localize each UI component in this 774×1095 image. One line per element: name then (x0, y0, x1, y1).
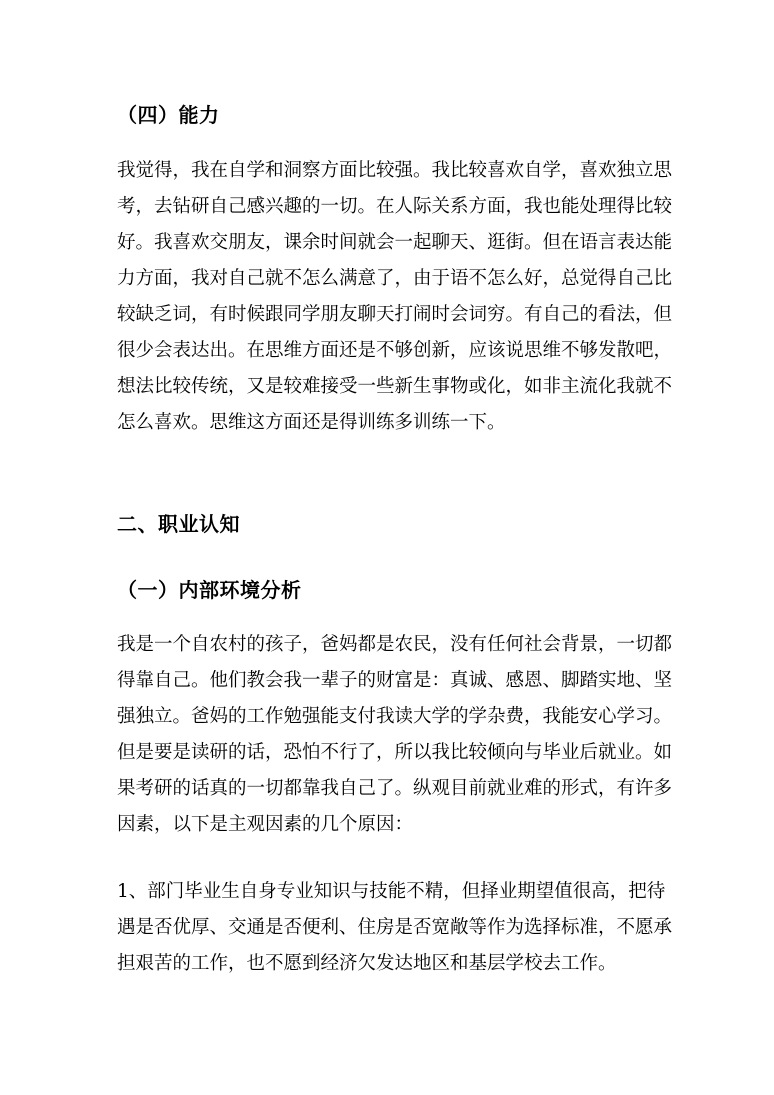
paragraph-internal-environment (117, 627, 673, 843)
paragraph-line: 较缺乏词，有时候跟同学朋友聊天打闹时会词穷。有自己的看法，但 (117, 304, 673, 325)
list-item-line: 遇是否优厚、交通是否便利、住房是否宽敞等作为选择标准，不愿承 (117, 917, 673, 938)
list-item-1 (117, 874, 673, 982)
paragraph-line: 很少会表达出。在思维方面还是不够创新，应该说思维不够发散吧， (117, 340, 673, 361)
paragraph-line: 得靠自己。他们教会我一辈子的财富是：真诚、感恩、脚踏实地、坚 (117, 670, 673, 691)
paragraph-line: 想法比较传统，又是较难接受一些新生事物或化，如非主流化我就不 (117, 376, 673, 397)
section-heading-ability: （四）能力 (117, 103, 220, 127)
paragraph-line: 我觉得，我在自学和洞察方面比较强。我比较喜欢自学，喜欢独立思 (117, 160, 673, 181)
paragraph-ability (117, 153, 673, 441)
list-item-line: 1、部门毕业生自身专业知识与技能不精，但择业期望值很高，把待 (117, 881, 666, 902)
paragraph-line: 果考研的话真的一切都靠我自己了。纵观目前就业难的形式，有许多 (117, 778, 673, 799)
section-heading-internal-environment: （一）内部环境分析 (117, 578, 302, 602)
paragraph-line: 但是要是读研的话，恐怕不行了，所以我比较倾向与毕业后就业。如 (117, 742, 673, 763)
paragraph-line: 因素，以下是主观因素的几个原因： (117, 814, 414, 835)
section-heading-career-cognition: 二、职业认知 (117, 512, 240, 536)
paragraph-line: 怎么喜欢。思维这方面还是得训练多训练一下。 (117, 412, 506, 433)
list-item-line: 担艰苦的工作，也不愿到经济欠发达地区和基层学校去工作。 (117, 953, 617, 974)
paragraph-line: 好。我喜欢交朋友，课余时间就会一起聊天、逛街。但在语言表达能 (117, 232, 673, 253)
paragraph-line: 力方面，我对自己就不怎么满意了，由于语不怎么好，总觉得自己比 (117, 268, 673, 289)
paragraph-line: 强独立。爸妈的工作勉强能支付我读大学的学杂费，我能安心学习。 (117, 706, 673, 727)
paragraph-line: 考，去钻研自己感兴趣的一切。在人际关系方面，我也能处理得比较 (117, 196, 673, 217)
paragraph-line: 我是一个自农村的孩子，爸妈都是农民，没有任何社会背景，一切都 (117, 634, 673, 655)
